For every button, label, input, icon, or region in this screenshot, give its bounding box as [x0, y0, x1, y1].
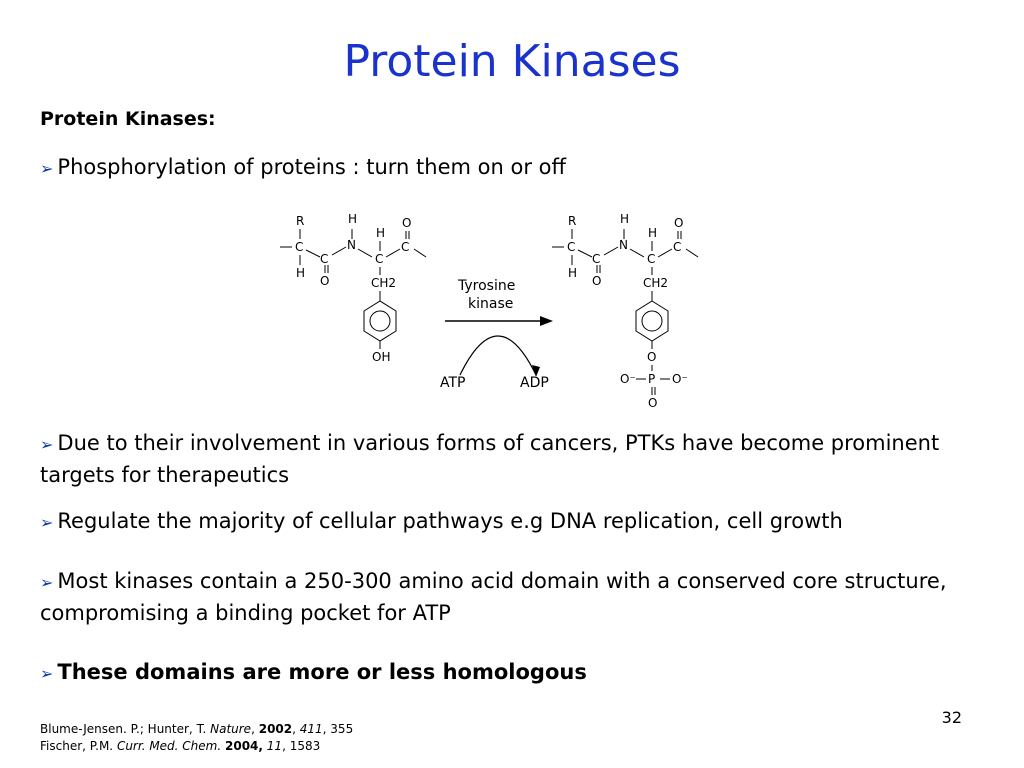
- ref-volume: 11: [266, 739, 283, 753]
- ref-sep: ,: [292, 722, 300, 736]
- atom-O: O: [647, 350, 657, 364]
- bullet-1: [40, 152, 566, 184]
- atom-H: H: [620, 212, 630, 226]
- ref-pages: , 355: [322, 722, 354, 736]
- bullet-1-text: Phosphorylation of proteins : turn them on or off: [57, 155, 566, 179]
- atom-H: H: [348, 212, 358, 226]
- atom-C: C: [401, 240, 410, 254]
- enzyme-label-line1: Tyrosine: [458, 278, 516, 294]
- ref-sep: ,: [251, 722, 259, 736]
- enzyme-label-line2: kinase: [468, 296, 514, 312]
- atom-N: N: [619, 238, 628, 252]
- atom-O: O: [320, 274, 330, 288]
- bullet-2-text: Due to their involvement in various forms of cancers, PTKs have become prominent targets for therapeutics: [40, 431, 940, 487]
- reference-2: [40, 739, 320, 753]
- ref-year: 2002: [258, 722, 293, 736]
- bullet-2: [40, 428, 990, 490]
- bullet-4: [40, 566, 990, 628]
- reference-1: [40, 722, 353, 736]
- bullet-4-text: Most kinases contain a 250-300 amino acid domain with a conserved core structure, compromising a binding pocket for ATP: [40, 569, 947, 625]
- ref-authors: Blume-Jensen. P.; Hunter, T.: [40, 722, 211, 736]
- arrow-bullet-icon: ➢: [40, 159, 54, 178]
- atom-H: H: [296, 266, 306, 280]
- slide-title: Protein Kinases: [343, 36, 681, 87]
- arrow-bullet-icon: ➢: [40, 664, 54, 683]
- adp-label: ADP: [520, 375, 549, 391]
- atom-OH: OH: [372, 350, 391, 364]
- atom-CH2: CH2: [371, 276, 397, 290]
- atom-O: O: [402, 216, 412, 230]
- bullet-3: [40, 506, 990, 538]
- atp-label: ATP: [440, 375, 466, 391]
- atom-C: C: [567, 240, 576, 254]
- bullet-5: [40, 657, 587, 689]
- atom-R: R: [568, 214, 577, 228]
- ref-journal: Nature: [210, 722, 252, 736]
- ref-authors: Fischer, P.M.: [40, 739, 117, 753]
- arrow-bullet-icon: ➢: [40, 513, 54, 532]
- atom-O: O: [674, 216, 684, 230]
- atom-C: C: [295, 240, 304, 254]
- phosphorylation-diagram: [270, 205, 720, 415]
- atom-O-minus: O⁻: [672, 372, 688, 386]
- bullet-3-text: Regulate the majority of cellular pathways e.g DNA replication, cell growth: [57, 509, 843, 533]
- section-heading: Protein Kinases:: [40, 108, 216, 130]
- ref-pages: , 1583: [282, 739, 321, 753]
- atom-C: C: [673, 240, 682, 254]
- atom-P: P: [648, 372, 656, 386]
- atom-C: C: [592, 252, 601, 266]
- atom-O-minus: O⁻: [620, 372, 636, 386]
- atom-R: R: [296, 214, 305, 228]
- ref-volume: 411: [299, 722, 323, 736]
- atom-H: H: [376, 226, 386, 240]
- atom-H: H: [568, 266, 578, 280]
- atom-N: N: [347, 238, 356, 252]
- arrow-bullet-icon: ➢: [40, 435, 54, 454]
- page-number: 32: [941, 708, 962, 727]
- atom-O: O: [648, 396, 658, 410]
- atom-H: H: [648, 226, 658, 240]
- arrow-bullet-icon: ➢: [40, 573, 54, 592]
- ref-journal: Curr. Med. Chem.: [116, 739, 222, 753]
- atom-O: O: [592, 274, 602, 288]
- atom-CH2: CH2: [643, 276, 669, 290]
- atom-C: C: [647, 252, 656, 266]
- atom-C: C: [375, 252, 384, 266]
- ref-year: 2004,: [225, 739, 263, 753]
- bullet-5-text: These domains are more or less homologous: [57, 660, 587, 684]
- atom-C: C: [320, 252, 329, 266]
